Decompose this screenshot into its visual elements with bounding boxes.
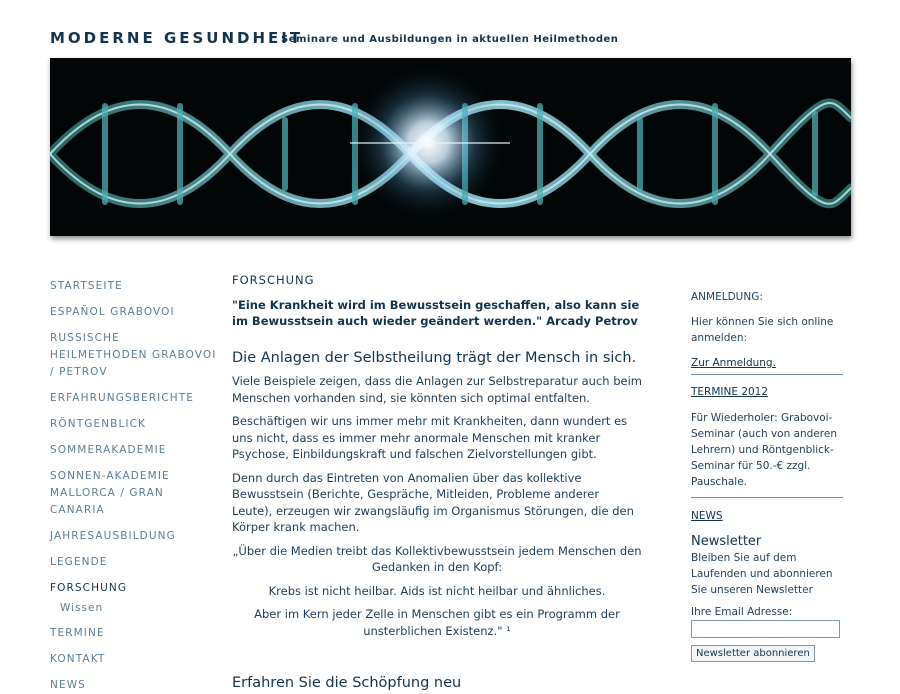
intro-quote: "Eine Krankheit wird im Bewusstsein geschaffen, also kann sie im Bewusstsein auch wieder geändert werden." Arcady Petrov: [232, 297, 640, 328]
termine-text: Für Wiederholer: Grabovoi-Seminar (auch von anderen Lehrern) und Röntgenblick-Seminar für 50.-€ zzgl. Pauschale.: [691, 412, 838, 488]
nav-item-kontakt[interactable]: KONTAKT: [50, 653, 106, 665]
nav-item-espanol-grabovoi[interactable]: ESPAÑOL GRABOVOI: [50, 306, 175, 318]
paragraph: Viele Beispiele zeigen, dass die Anlagen zur Selbstreparatur auch beim Menschen vorhanden sind, sie könnten sich optimal entfalten.: [232, 374, 642, 405]
nav-item-sonnen-akademie[interactable]: SONNEN-AKADEMIE MALLORCA / GRAN CANARIA: [50, 470, 170, 516]
page-heading: Die Anlagen der Selbstheilung trägt der Mensch in sich.: [232, 349, 637, 366]
centered-quote: Aber im Kern jeder Zelle in Menschen gibt es ein Programm der unsterblichen Existenz." ¹: [254, 607, 620, 638]
centered-quote: Krebs ist nicht heilbar. Aids ist nicht heilbar und ähnliches.: [268, 583, 606, 598]
next-section-heading: Erfahren Sie die Schöpfung neu: [232, 675, 462, 691]
divider: [691, 497, 843, 498]
nav-item-sommerakademie[interactable]: SOMMERAKADEMIE: [50, 444, 167, 456]
right-sidebar: [691, 289, 843, 662]
nav-item-termine[interactable]: TERMINE: [50, 627, 105, 639]
paragraph: Beschäftigen wir uns immer mehr mit Krankheiten, dann wundert es uns nicht, dass es immer mehr anormale Menschen mit kranker Psychose, Einbildungskraft und falschen Zielvorstellungen gibt.: [232, 414, 628, 461]
main-content: [232, 272, 642, 692]
nav-item-startseite[interactable]: STARTSEITE: [50, 280, 123, 292]
newsletter-text: Bleiben Sie auf dem Laufenden und abonnieren Sie unseren Newsletter: [691, 552, 833, 596]
site-title[interactable]: MODERNE GESUNDHEIT: [50, 29, 304, 47]
main-navigation: [50, 278, 220, 694]
nav-item-jahresausbildung[interactable]: JAHRESAUSBILDUNG: [50, 530, 176, 542]
nav-item-russische-heilmethoden[interactable]: RUSSISCHE HEILMETHODEN GRABOVOI / PETROV: [50, 332, 217, 378]
nav-subitem-wissen[interactable]: Wissen: [60, 602, 104, 614]
anmeldung-title: ANMELDUNG:: [691, 291, 763, 303]
email-input[interactable]: [691, 620, 840, 638]
anmeldung-text: Hier können Sie sich online anmelden:: [691, 316, 834, 344]
dna-banner-image: [50, 58, 851, 236]
section-label: FORSCHUNG: [232, 273, 315, 287]
news-link[interactable]: NEWS: [691, 510, 723, 522]
termine-link[interactable]: TERMINE 2012: [691, 386, 769, 398]
newsletter-subscribe-button[interactable]: Newsletter abonnieren: [691, 645, 815, 662]
nav-item-news[interactable]: NEWS: [50, 679, 86, 691]
centered-quote: „Über die Medien treibt das Kollektivbewusstsein jedem Menschen den Gedanken in den Kopf:: [232, 543, 642, 574]
paragraph: Denn durch das Eintreten von Anomalien über das kollektive Bewusstsein (Berichte, Gespräche, Mitleiden, Probleme anderer Leute), erzeugen wir zwangsläufig im Organismus Störungen, die den Körper krank machen.: [232, 470, 634, 534]
anmeldung-link[interactable]: Zur Anmeldung.: [691, 357, 776, 369]
nav-item-erfahrungsberichte[interactable]: ERFAHRUNGSBERICHTE: [50, 392, 195, 404]
site-tagline: Seminare und Ausbildungen in aktuellen Heilmethoden: [281, 34, 619, 45]
nav-item-legende[interactable]: LEGENDE: [50, 556, 108, 568]
nav-item-forschung[interactable]: FORSCHUNG: [50, 582, 128, 594]
divider: [691, 374, 843, 375]
nav-item-roentgenblick[interactable]: RÖNTGENBLICK: [50, 418, 147, 430]
email-label: Ihre Email Adresse:: [691, 606, 793, 618]
newsletter-heading: Newsletter: [691, 534, 762, 549]
